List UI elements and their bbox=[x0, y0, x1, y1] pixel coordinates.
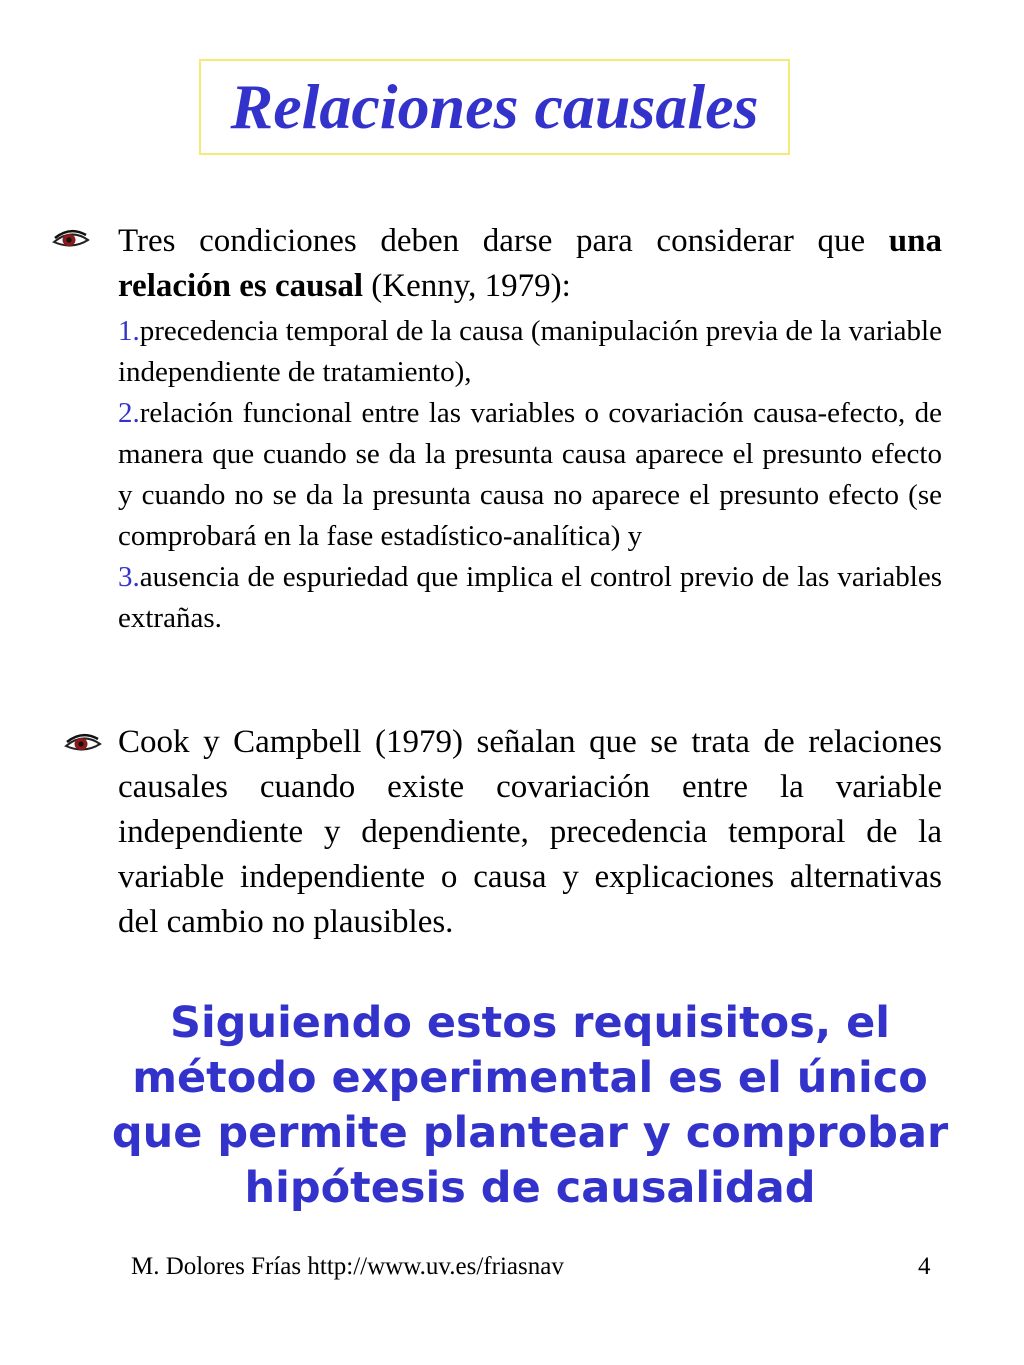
conclusion-line: método experimental es el único bbox=[132, 1053, 928, 1103]
condition-item-2 bbox=[118, 393, 942, 557]
conclusion-line: Siguiendo estos requisitos, el bbox=[169, 998, 891, 1048]
item-text: precedencia temporal de la causa (manipulación previa de la variable independiente de tratamiento), bbox=[118, 315, 942, 388]
intro-bold-text: una relación es causal bbox=[118, 223, 942, 304]
title-box bbox=[199, 59, 790, 155]
conclusion-statement bbox=[100, 996, 960, 1216]
item-number: 2. bbox=[118, 397, 140, 429]
bullet-kenny-conditions bbox=[118, 219, 942, 639]
bullet-text: Cook y Campbell (1979) señalan que se trata de relaciones causales cuando existe covariación entre la variable independiente y dependiente, precedencia temporal de la variable independiente o causa y explicaciones alternativas del cambio no plausibles. bbox=[118, 724, 942, 940]
condition-item-3 bbox=[118, 557, 942, 639]
slide-title: Relaciones causales bbox=[230, 71, 759, 142]
bullet-cook-campbell bbox=[118, 720, 942, 945]
item-number: 1. bbox=[118, 315, 140, 347]
conclusion-line: que permite plantear y comprobar bbox=[111, 1108, 949, 1158]
intro-text: Tres condiciones deben darse para considerar que bbox=[118, 223, 889, 259]
item-text: relación funcional entre las variables o covariación causa-efecto, de manera que cuando se da la presunta causa aparece el presunto efecto y cuando no se da la presunta causa no aparece el presunto efecto (se comprobará en la fase estadístico-analítica) y bbox=[118, 397, 942, 552]
eye-icon bbox=[52, 229, 90, 251]
bullet-intro bbox=[118, 219, 942, 309]
item-text: ausencia de espuriedad que implica el control previo de las variables extrañas. bbox=[118, 561, 942, 634]
conclusion-line: hipótesis de causalidad bbox=[244, 1163, 816, 1213]
footer-author: M. Dolores Frías http://www.uv.es/friasnav bbox=[131, 1253, 564, 1280]
eye-icon bbox=[64, 733, 102, 755]
intro-citation: (Kenny, 1979): bbox=[363, 268, 571, 304]
item-number: 3. bbox=[118, 561, 140, 593]
page-number: 4 bbox=[918, 1253, 931, 1280]
condition-item-1 bbox=[118, 311, 942, 393]
